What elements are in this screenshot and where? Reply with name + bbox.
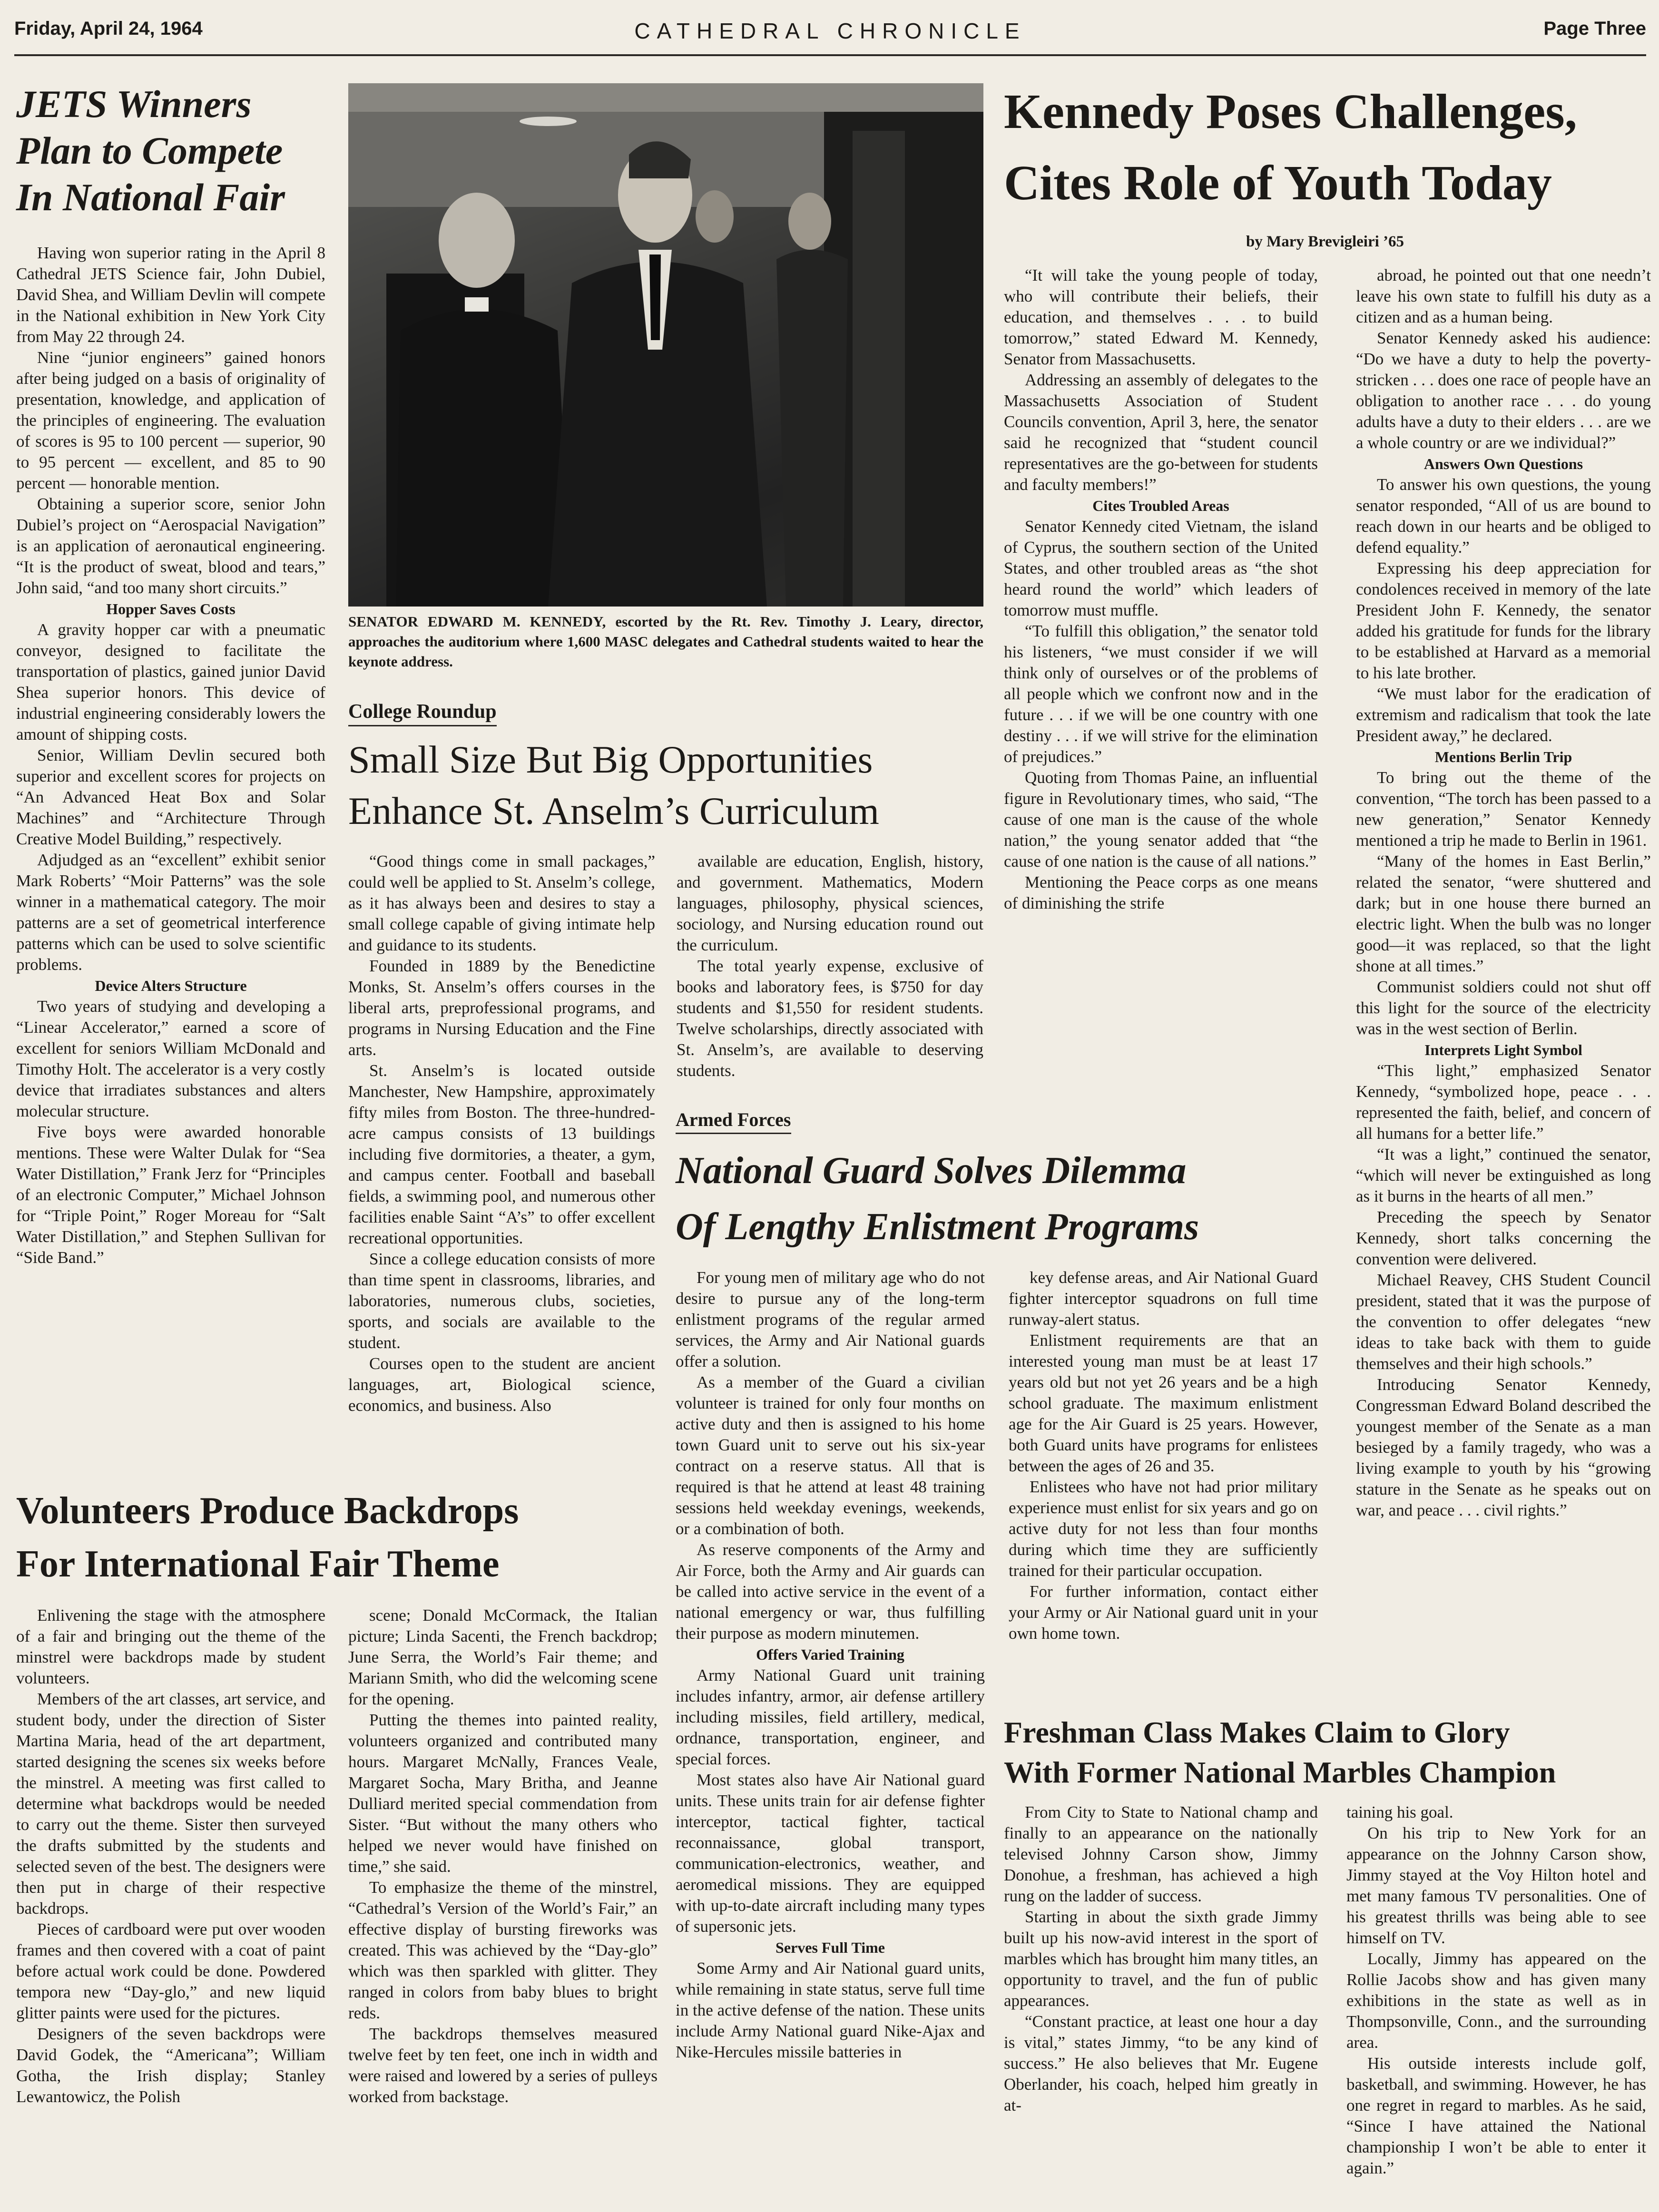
volunteers-column (16, 1605, 325, 2107)
guard-column (1009, 1267, 1318, 1644)
jets-headline-line: JETS Winners (16, 82, 252, 126)
paragraph: Obtaining a superior score, senior John Dubiel’s project on “Aerospacial Navigation” is an application of aeronautical engineering. “It is the product of sweat, blood and tears,” John said, “and too many short circuits.” (16, 495, 325, 597)
paragraph: Expressing his deep appreciation for condolences received in memory of the late President John F. Kennedy, the senator added his gratitude for funds for the library to be established at Harvard as a memorial to his late brother. (1356, 559, 1651, 682)
section-kicker: College Roundup (348, 700, 497, 726)
anselm-headline-line: Enhance St. Anselm’s Curriculum (348, 789, 879, 832)
paragraph: Most states also have Air National guard units. These units train for air defense fighter interceptor, tactical fighter, tactical reconnaissance, global transport, communication-electronics, weather, and aeromedical missions. They are equipped with up-to-date aircraft including many types of supersonic jets. (676, 1771, 985, 1936)
subhead: Answers Own Questions (1423, 455, 1583, 472)
paragraph: Designers of the seven backdrops were David Godek, the “Americana”; William Gotha, the Irish display; Stanley Lewantowicz, the Polish (16, 2025, 325, 2106)
paragraph: Introducing Senator Kennedy, Congressman Edward Boland described the youngest member of the Senate as a man besieged by a family tragedy, who was a living example to youth by his “growing stature in the Senate as he speaks out on war, and peace . . . civil rights.” (1356, 1375, 1651, 1519)
byline: by Mary Brevigleiri ’65 (1246, 233, 1404, 250)
senator-photo (348, 83, 983, 607)
newspaper-name: CATHEDRAL CHRONICLE (634, 19, 1026, 43)
marbles-headline-line: With Former National Marbles Champion (1004, 1755, 1556, 1789)
marbles-article (1004, 1713, 1646, 2177)
paragraph: As reserve components of the Army and Air Force, both the Army and Air guards can be called into active service in the event of a national emergency or war, thus fulfilling their purpose as modern minutemen. (676, 1540, 985, 1643)
marbles-headline (1004, 1713, 1646, 1792)
marbles-headline-line: Freshman Class Makes Claim to Glory (1004, 1715, 1510, 1749)
paragraph: To bring out the theme of the convention, “The torch has been passed to a new generation,” Senator Kennedy mentioned a trip he made to Berlin in 1961. (1356, 768, 1651, 850)
paragraph: Members of the art classes, art service, and student body, under the direction of Sister Martina Maria, head of the art department, started designing the scenes six weeks before the minstrel. A meeting was first called to determine what backdrops would be needed to carry out the theme. Sister then surveyed the drafts submitted by the students and selected seven of the best. The designers were then put in charge of their respective backdrops. (16, 1690, 325, 1918)
paragraph: Founded in 1889 by the Benedictine Monks, St. Anselm’s offers courses in the liberal arts, preprofessional programs, and programs in Nursing Education and the Fine arts. (348, 957, 655, 1059)
kennedy-headline-line: Cites Role of Youth Today (1004, 156, 1552, 210)
subhead: Device Alters Structure (95, 977, 247, 994)
kennedy-column (1004, 265, 1318, 914)
kennedy-column (1356, 265, 1651, 1521)
paragraph: abroad, he pointed out that one needn’t leave his own state to fulfill his duty as a citizen and as a human being. (1356, 266, 1651, 326)
paragraph: Quoting from Thomas Paine, an influential figure in Revolutionary times, who said, “The cause of one man is the cause of the whole nation,” the young senator added that “the cause of one nation is the cause of all nations.” (1004, 768, 1318, 871)
subhead: Interprets Light Symbol (1424, 1041, 1582, 1058)
paragraph: Army National Guard unit training includes infantry, armor, air defense artillery including missiles, field artillery, medical, ordnance, transportation, engineer, and special forces. (676, 1666, 985, 1768)
volunteers-headline-line: For International Fair Theme (16, 1543, 500, 1585)
paragraph: To emphasize the theme of the minstrel, “Cathedral’s Version of the World’s Fair,” an effective display of bursting fireworks was created. This was achieved by the “Day-glo” which was then sparkled with glitter. They ranged in colors from baby blues to bright reds. (348, 1878, 658, 2022)
paragraph: Senior, William Devlin secured both superior and excellent scores for projects on “An Advanced Heat Box and Solar Machines” and “Architecture Through Creative Model Building,” respectively. (16, 746, 325, 848)
anselm-column (677, 851, 983, 1081)
paragraph: As a member of the Guard a civilian volunteer is trained for only four months on active duty and then is assigned to his home town Guard unit to serve out his six-year contract on a reserve status. All that is required is that he attend at least 48 training sessions held weekday evenings, weekends, or a combination of both. (676, 1373, 985, 1538)
paragraph: The backdrops themselves measured twelve feet by ten feet, one inch in width and were raised and lowered by a series of pulleys worked from backstage. (348, 2025, 658, 2106)
subhead: Serves Full Time (776, 1939, 885, 1956)
guard-headline-line: Of Lengthy Enlistment Programs (676, 1206, 1199, 1248)
page-number: Page Three (1543, 18, 1646, 39)
volunteers-column (348, 1605, 658, 2107)
anselm-headline (348, 734, 983, 837)
paragraph: Locally, Jimmy has appeared on the Rollie Jacobs show and has given many exhibitions in the state as well as in Thompsonville, Conn., and the surrounding area. (1346, 1949, 1646, 2052)
paragraph: Putting the themes into painted reality, volunteers organized and contributed many hours. Margaret McNally, Frances Veale, Margaret Socha, Mary Britha, and Jeanne Dulliard merited special commendation from Sister. “But without the many others who helped we never would have finished on time,” she said. (348, 1711, 658, 1876)
paragraph: “Many of the homes in East Berlin,” related the senator, “were shuttered and dark; but in one house there burned an electric light. When the bulb was no longer good—it was replaced, so that the light shone at all times.” (1356, 852, 1651, 975)
guard-column (676, 1267, 985, 2063)
paragraph: A gravity hopper car with a pneumatic conveyor, designed to facilitate the transportation of plastics, gained junior David Shea superior honors. This device of industrial engineering considerably lowers the amount of shipping costs. (16, 620, 325, 744)
jets-body (16, 243, 325, 1268)
photo-illustration (348, 83, 983, 607)
paragraph: Addressing an assembly of delegates to the Massachusetts Association of Student Councils convention, April 3, here, the senator said he recognized that “student council representatives are the go-between for students and faculty members!” (1004, 371, 1318, 494)
jets-headline-line: Plan to Compete (16, 129, 283, 172)
paragraph: Enlistees who have not had prior military experience must enlist for six years and go on active duty for not less than four months during which time they are sufficiently trained for their particular occupation. (1009, 1478, 1318, 1580)
paragraph: Michael Reavey, CHS Student Council president, stated that it was the purpose of the convention to offer delegates “new ideas to take back with them to guide themselves and their high schools.” (1356, 1271, 1651, 1373)
paragraph: “We must labor for the eradication of extremism and radicalism that took the late President away,” he declared. (1356, 685, 1651, 745)
paragraph: Preceding the speech by Senator Kennedy, short talks concerning the convention were delivered. (1356, 1208, 1651, 1268)
issue-date: Friday, April 24, 1964 (14, 18, 203, 39)
kennedy-headline (1004, 76, 1646, 219)
paragraph: Courses open to the student are ancient languages, art, Biological science, economics, and business. Also (348, 1354, 655, 1415)
paragraph: The total yearly expense, exclusive of books and laboratory fees, is $750 for day students and $1,550 for resident students. Twelve scholarships, directly associated with St. Anselm’s, are available to deserving students. (677, 957, 983, 1080)
subhead: Mentions Berlin Trip (1434, 748, 1572, 765)
subhead: Offers Varied Training (756, 1646, 904, 1663)
anselm-column (348, 851, 655, 1416)
paragraph: Five boys were awarded honorable mentions. These were Walter Dulak for “Sea Water Distillation,” Frank Jerz for “Principles of an electronic Computer,” Michael Johnson for “Triple Point,” Roger Moreau for “Salt Water Distillation,” and Stephen Sullivan for “Side Band.” (16, 1123, 325, 1267)
masthead (14, 13, 1646, 56)
paragraph: From City to State to National champ and finally to an appearance on the nationally televised Johnny Carson show, Jimmy Donohue, a freshman, has achieved a high rung on the ladder of success. (1004, 1803, 1318, 1905)
paragraph: Nine “junior engineers” gained honors after being judged on a basis of originality of presentation, knowledge, and application of the principles of engineering. The evaluation of scores is 95 to 100 percent — superior, 90 to 95 percent — excellent, and 85 to 90 percent — honorable mention. (16, 348, 325, 492)
paragraph: Since a college education consists of more than time spent in classrooms, libraries, and laboratories, numerous clubs, societies, sports, and socials are available to the student. (348, 1250, 655, 1352)
marbles-column (1346, 1802, 1646, 2179)
paragraph: Some Army and Air National guard units, while remaining in state status, serve full time in the active defense of the nation. These units include Army National guard Nike-Ajax and Nike-Hercules missile batteries in (676, 1959, 985, 2061)
paragraph: scene; Donald McCormack, the Italian picture; Linda Sacenti, the French backdrop; June Serra, the World’s Fair theme; and Mariann Smith, who did the welcoming scene for the opening. (348, 1606, 658, 1708)
paragraph: Pieces of cardboard were put over wooden frames and then covered with a coat of paint before actual work could be done. Powdered tempora new “Day-glo,” and new liquid glitter paints were used for the pictures. (16, 1920, 325, 2022)
paragraph: To answer his own questions, the young senator responded, “All of us are bound to reach down in our hearts and be obliged to defend equality.” (1356, 475, 1651, 557)
guard-headline-line: National Guard Solves Dilemma (676, 1150, 1187, 1192)
paragraph: “To fulfill this obligation,” the senator told his listeners, “we must consider if we will think only of ourselves or of the problems of all people which we confront now and in the future . . . if we will be one country with one destiny . . . if we will strive for the elimination of prejudices.” (1004, 622, 1318, 766)
photo-caption: SENATOR EDWARD M. KENNEDY, escorted by the Rt. Rev. Timothy J. Leary, director, approaches the auditorium where 1,600 MASC delegates and Cathedral students waited to hear the keynote address. (348, 613, 983, 670)
paragraph: key defense areas, and Air National Guard fighter interceptor squadrons on full time runway-alert status. (1009, 1268, 1318, 1329)
guard-headline (676, 1143, 1335, 1255)
paragraph: available are education, English, history, and government. Mathematics, Modern languages, philosophy, physical sciences, sociology, and Nursing education round out the curriculum. (677, 852, 983, 954)
paragraph: Starting in about the sixth grade Jimmy built up his now-avid interest in the sport of marbles which has brought him many titles, an opportunity to travel, and the fun of public appearances. (1004, 1908, 1318, 2010)
paragraph: For further information, contact either your Army or Air National guard unit in your own home town. (1009, 1582, 1318, 1643)
volunteers-headline-line: Volunteers Produce Backdrops (16, 1490, 519, 1532)
paragraph: taining his goal. (1346, 1803, 1453, 1821)
paragraph: “Constant practice, at least one hour a day is vital,” states Jimmy, “to be any kind of success.” He also believes that Mr. Eugene Oberlander, his coach, helped him greatly in at- (1004, 2012, 1318, 2114)
paragraph: Two years of studying and developing a “Linear Accelerator,” earned a score of excellent for seniors William McDonald and Timothy Holt. The accelerator is a very costly device that irradiates substances and alters molecular structure. (16, 997, 325, 1120)
paragraph: “It was a light,” continued the senator, “which will never be extinguished as long as it burns in the hearts of all men.” (1356, 1145, 1651, 1205)
paragraph: Senator Kennedy asked his audience: “Do we have a duty to help the poverty-stricken . . . does one race of people have an obligation to another race . . . do young adults have a duty to their elders . . . are we a whole country or are we individual?” (1356, 329, 1651, 452)
paragraph: Communist soldiers could not shut off this light for the source of the electricity was in the west section of Berlin. (1356, 978, 1651, 1038)
paragraph: Mentioning the Peace corps as one means of diminishing the strife (1004, 873, 1318, 912)
marbles-column (1004, 1802, 1318, 2116)
paragraph: “Good things come in small packages,” could well be applied to St. Anselm’s college, as it has always been and desires to stay a small college capable of giving intimate help and guidance to its students. (348, 852, 655, 954)
jets-headline (16, 81, 325, 221)
jets-headline-line: In National Fair (16, 176, 285, 219)
kennedy-headline-line: Kennedy Poses Challenges, (1004, 84, 1577, 139)
paragraph: “It will take the young people of today, who will contribute their beliefs, their education, and themselves . . . to build tomorrow,” stated Edward M. Kennedy, Senator from Massachusetts. (1004, 266, 1318, 368)
volunteers-headline (16, 1484, 658, 1591)
paragraph: For young men of military age who do not desire to pursue any of the long-term enlistment programs of the regular armed services, the Army and Air National guards offer a solution. (676, 1268, 985, 1370)
volunteers-article (16, 1484, 658, 2106)
paragraph: St. Anselm’s is located outside Manchester, New Hampshire, approximately fifty miles from Boston. The three-hundred-acre campus consists of 13 buildings including five dormitories, a theater, a gym, and campus center. Football and baseball fields, a swimming pool, and numerous other facilities enable Saint “A’s” to offer excellent recreational opportunities. (348, 1061, 655, 1247)
paragraph: His outside interests include golf, basketball, and swimming. However, he has one regret in regard to marbles. As he said, “Since I have attained the National championship I won’t be able to enter it again.” (1346, 2054, 1646, 2177)
jets-article (16, 81, 325, 1268)
paragraph: Senator Kennedy cited Vietnam, the island of Cyprus, the southern section of the United States, and other troubled areas as “the shot heard round the world” which leaders of tomorrow must muffle. (1004, 517, 1318, 619)
section-kicker: Armed Forces (676, 1108, 791, 1134)
paragraph: On his trip to New York for an appearance on the Johnny Carson show, Jimmy stayed at the Voy Hilton hotel and met many famous TV personalities. One of his greatest thrills was being able to see himself on TV. (1346, 1824, 1646, 1947)
subhead: Cites Troubled Areas (1092, 497, 1229, 514)
paragraph: Enlivening the stage with the atmosphere of a fair and bringing out the theme of the minstrel were backdrops made by student volunteers. (16, 1606, 325, 1687)
anselm-headline-line: Small Size But Big Opportunities (348, 738, 873, 781)
paragraph: Having won superior rating in the April 8 Cathedral JETS Science fair, John Dubiel, David Shea, and William Devlin will compete in the National exhibition in New York City from May 22 through 24. (16, 244, 325, 346)
paragraph: Enlistment requirements are that an interested young man must be at least 17 years old but not yet 26 years and be a high school graduate. The maximum enlistment age for the Air Guard is 25 years. However, both Guard units have programs for enlistees between the ages of 26 and 35. (1009, 1331, 1318, 1475)
paragraph: “This light,” emphasized Senator Kennedy, “symbolized hope, peace . . . represented the faith, belief, and concern of all humans for a better life.” (1356, 1061, 1651, 1143)
subhead: Hopper Saves Costs (106, 600, 236, 617)
paragraph: Adjudged as an “excellent” exhibit senior Mark Roberts’ “Moir Patterns” was the sole winner in a mathematical category. The moir patterns are a set of geometrical interference patterns which can be used to solve scientific problems. (16, 851, 325, 974)
